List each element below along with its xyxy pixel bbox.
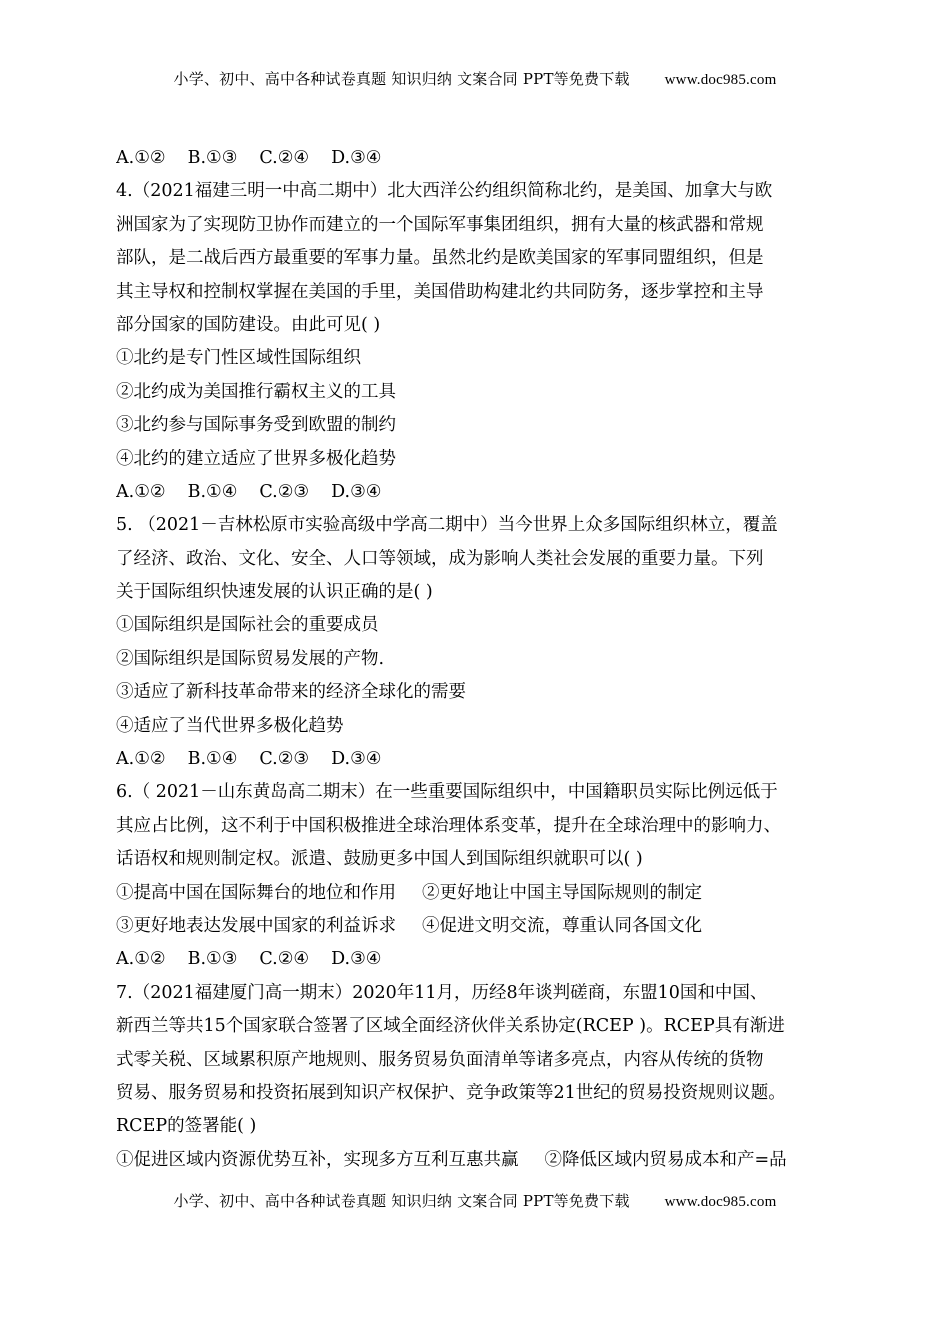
statement-option: ①促进区域内资源优势互补，实现多方互利互惠共赢 (116, 1149, 519, 1170)
page-footer (0, 1190, 950, 1211)
q5-answer-row (116, 743, 856, 776)
question-text-line: 6.（ 2021－山东黄岛高二期末）在一些重要国际组织中，中国籍职员实际比例远低于 (116, 782, 778, 803)
answer-d: D.③④ (331, 749, 382, 770)
question-text-line: 了经济、政治、文化、安全、人口等领域，成为影响人类社会发展的重要力量。下列 (116, 548, 764, 569)
question-text-line: 话语权和规则制定权。派遣、鼓励更多中国人到国际组织就职可以( ) (116, 849, 643, 870)
question-text-line: 新西兰等共15个国家联合签署了区域全面经济伙伴关系协定(RCEP )。RCEP具有渐进 (116, 1016, 785, 1037)
q6-answer-row (116, 943, 856, 976)
answer-b: B.①③ (187, 148, 238, 168)
question-text-line: 5. （2021－吉林松原市实验高级中学高二期中）当今世界上众多国际组织林立，覆盖 (116, 515, 778, 536)
question-text-line: 洲国家为了实现防卫协作而建立的一个国际军事集团组织，拥有大量的核武器和常规 (116, 214, 764, 235)
question-text-line: RCEP的签署能( ) (116, 1116, 257, 1137)
statement-option: ①提高中国在国际舞台的地位和作用 (116, 882, 396, 903)
question-text-line: 其主导权和控制权掌握在美国的手里，美国借助构建北约共同防务，逐步掌控和主导 (116, 281, 764, 302)
statement-option: ④适应了当代世界多极化趋势 (116, 715, 344, 736)
answer-c: C.②④ (259, 148, 310, 168)
answer-d: D.③④ (331, 148, 382, 168)
answer-d: D.③④ (331, 481, 382, 502)
statement-option: ④北约的建立适应了世界多极化趋势 (116, 448, 396, 469)
footer-site: www.doc985.com (664, 1194, 777, 1210)
statement-option: ④促进文明交流，尊重认同各国文化 (422, 915, 702, 936)
statement-option: ②国际组织是国际贸易发展的产物. (116, 648, 385, 669)
answer-a: A.①② (116, 949, 166, 970)
q4-answer-row (116, 476, 856, 509)
answer-d: D.③④ (331, 949, 382, 970)
answer-c: C.②③ (259, 481, 310, 502)
statement-option: ③适应了新科技革命带来的经济全球化的需要 (116, 682, 466, 703)
statement-option: ②降低区域内贸易成本和产=品 (544, 1149, 787, 1170)
question-text-line: 7.（2021福建厦门高一期末）2020年11月，历经8年谈判磋商，东盟10国和中国、 (116, 982, 768, 1003)
statement-option-row (116, 910, 856, 943)
question-text-line: 贸易、服务贸易和投资拓展到知识产权保护、竞争政策等21世纪的贸易投资规则议题。 (116, 1082, 786, 1103)
question-text-line: 4.（2021福建三明一中高二期中）北大西洋公约组织简称北约，是美国、加拿大与欧 (116, 181, 773, 202)
q3-answer-row (116, 142, 856, 175)
statement-option: ③北约参与国际事务受到欧盟的制约 (116, 415, 396, 436)
statement-option: ②北约成为美国推行霸权主义的工具 (116, 381, 396, 402)
answer-b: B.①④ (187, 749, 238, 770)
statement-option-row (116, 877, 856, 910)
answer-c: C.②③ (259, 749, 310, 770)
statement-option-row (116, 1144, 856, 1177)
statement-option: ①国际组织是国际社会的重要成员 (116, 615, 379, 636)
answer-c: C.②④ (259, 949, 310, 970)
document-body (116, 142, 856, 1177)
answer-b: B.①④ (187, 481, 238, 502)
question-text-line: 部队，是二战后西方最重要的军事力量。虽然北约是欧美国家的军事同盟组织，但是 (116, 248, 764, 269)
question-4 (116, 175, 856, 509)
header-text: 小学、初中、高中各种试卷真题 知识归纳 文案合同 PPT等免费下载 (173, 70, 630, 88)
answer-a: A.①② (116, 481, 166, 502)
question-7 (116, 977, 856, 1177)
question-text-line: 其应占比例，这不利于中国积极推进全球治理体系变革，提升在全球治理中的影响力、 (116, 815, 781, 836)
answer-b: B.①③ (187, 949, 238, 970)
statement-option: ①北约是专门性区域性国际组织 (116, 348, 361, 369)
question-text-line: 式零关税、区域累积原产地规则、服务贸易负面清单等诸多亮点，内容从传统的货物 (116, 1049, 764, 1070)
header-site: www.doc985.com (664, 72, 777, 88)
question-text-line: 部分国家的国防建设。由此可见( ) (116, 314, 381, 335)
footer-text: 小学、初中、高中各种试卷真题 知识归纳 文案合同 PPT等免费下载 (173, 1192, 630, 1210)
answer-a: A.①② (116, 148, 166, 168)
statement-option: ②更好地让中国主导国际规则的制定 (422, 882, 702, 903)
question-5 (116, 509, 856, 776)
statement-option: ③更好地表达发展中国家的利益诉求 (116, 915, 396, 936)
answer-a: A.①② (116, 749, 166, 770)
page-header (0, 68, 950, 89)
question-6 (116, 776, 856, 976)
question-text-line: 关于国际组织快速发展的认识正确的是( ) (116, 582, 433, 603)
